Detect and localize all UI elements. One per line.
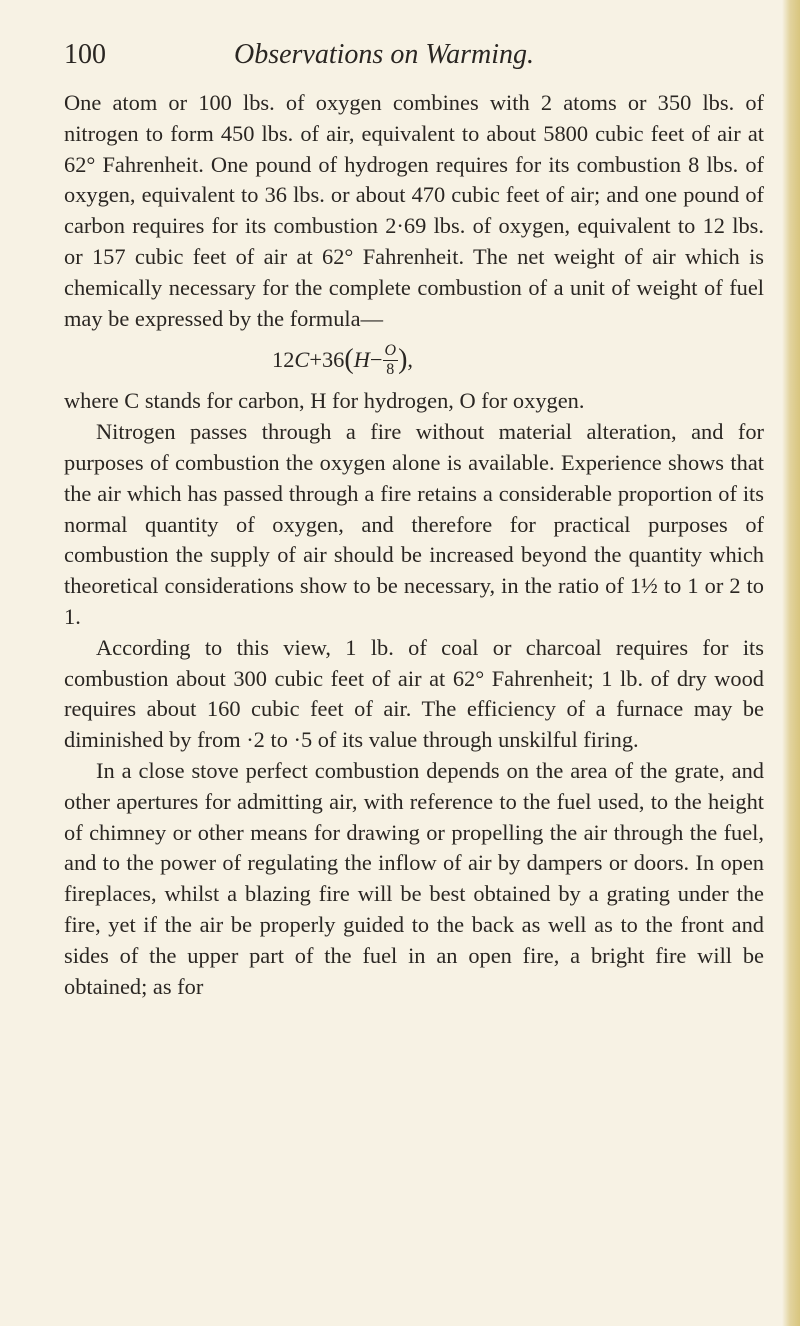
formula-var-c: C	[294, 347, 310, 373]
paragraph-4: According to this view, 1 lb. of coal or charcoal requires for its combustion about 300 cubic feet of air at 62° Fahrenheit; 1 lb. of dry wood requires about 160 cubic feet of air. The efficiency of a furnace may be diminished by from ·2 to ·5 of its value through unskilful firing.	[64, 634, 764, 753]
formula-paren-open: (	[344, 344, 354, 376]
formula-coef-h: 36	[321, 347, 345, 373]
formula-coef-c: 12	[272, 347, 295, 373]
formula-trailing-comma: ,	[407, 347, 413, 373]
formula-paren-close: )	[398, 344, 408, 376]
body-text	[64, 88, 764, 1002]
combustion-formula	[64, 334, 764, 386]
page-number: 100	[64, 39, 106, 70]
paragraph-1: One atom or 100 lbs. of oxygen combines with 2 atoms or 350 lbs. of nitrogen to form 450 lbs. of air, equivalent to about 5800 cubic feet of air at 62° Fahrenheit. One pound of hydrogen requires for its combustion 8 lbs. of oxygen, equivalent to 36 lbs. or about 470 cubic feet of air; and one pound of carbon requires for its combustion 2·69 lbs. of oxygen, equivalent to 12 lbs. or 157 cubic feet of air at 62° Fahrenheit. The net weight of air which is chemically necessary for the complete combustion of a unit of weight of fuel may be expressed by the formula—	[64, 90, 764, 331]
formula-plus: +	[309, 347, 322, 373]
formula-frac-denominator: 8	[386, 360, 395, 378]
formula-fraction	[383, 343, 399, 378]
page-header	[64, 38, 764, 78]
paragraph-2: where C stands for carbon, H for hydrogen, O for oxygen.	[64, 388, 585, 414]
paragraph-5: In a close stove perfect combustion depends on the area of the grate, and other apertures for admitting air, with reference to the fuel used, to the height of chimney or other means for drawing or propelling the air through the fuel, and to the power of regulating the inflow of air by dampers or doors. In open fireplaces, whilst a blazing fire will be best obtained by a grating under the fire, yet if the air be properly guided to the back as well as to the front and sides of the upper part of the fuel in an open fire, a bright fire will be obtained; as for	[64, 757, 764, 999]
page-edge	[782, 0, 800, 1326]
paragraph-3: Nitrogen passes through a fire without material alteration, and for purposes of combustion the oxygen alone is available. Experience shows that the air which has passed through a fire retains a considerable proportion of its normal quantity of oxygen, and therefore for practical purposes of combustion the supply of air should be increased beyond the quantity which theoretical considerations show to be necessary, in the ratio of 1½ to 1 or 2 to 1.	[64, 419, 764, 629]
running-title: Observations on Warming.	[234, 39, 534, 70]
formula-minus: −	[369, 347, 383, 373]
formula-frac-numerator: O	[384, 341, 397, 359]
formula-var-h: H	[353, 347, 370, 373]
